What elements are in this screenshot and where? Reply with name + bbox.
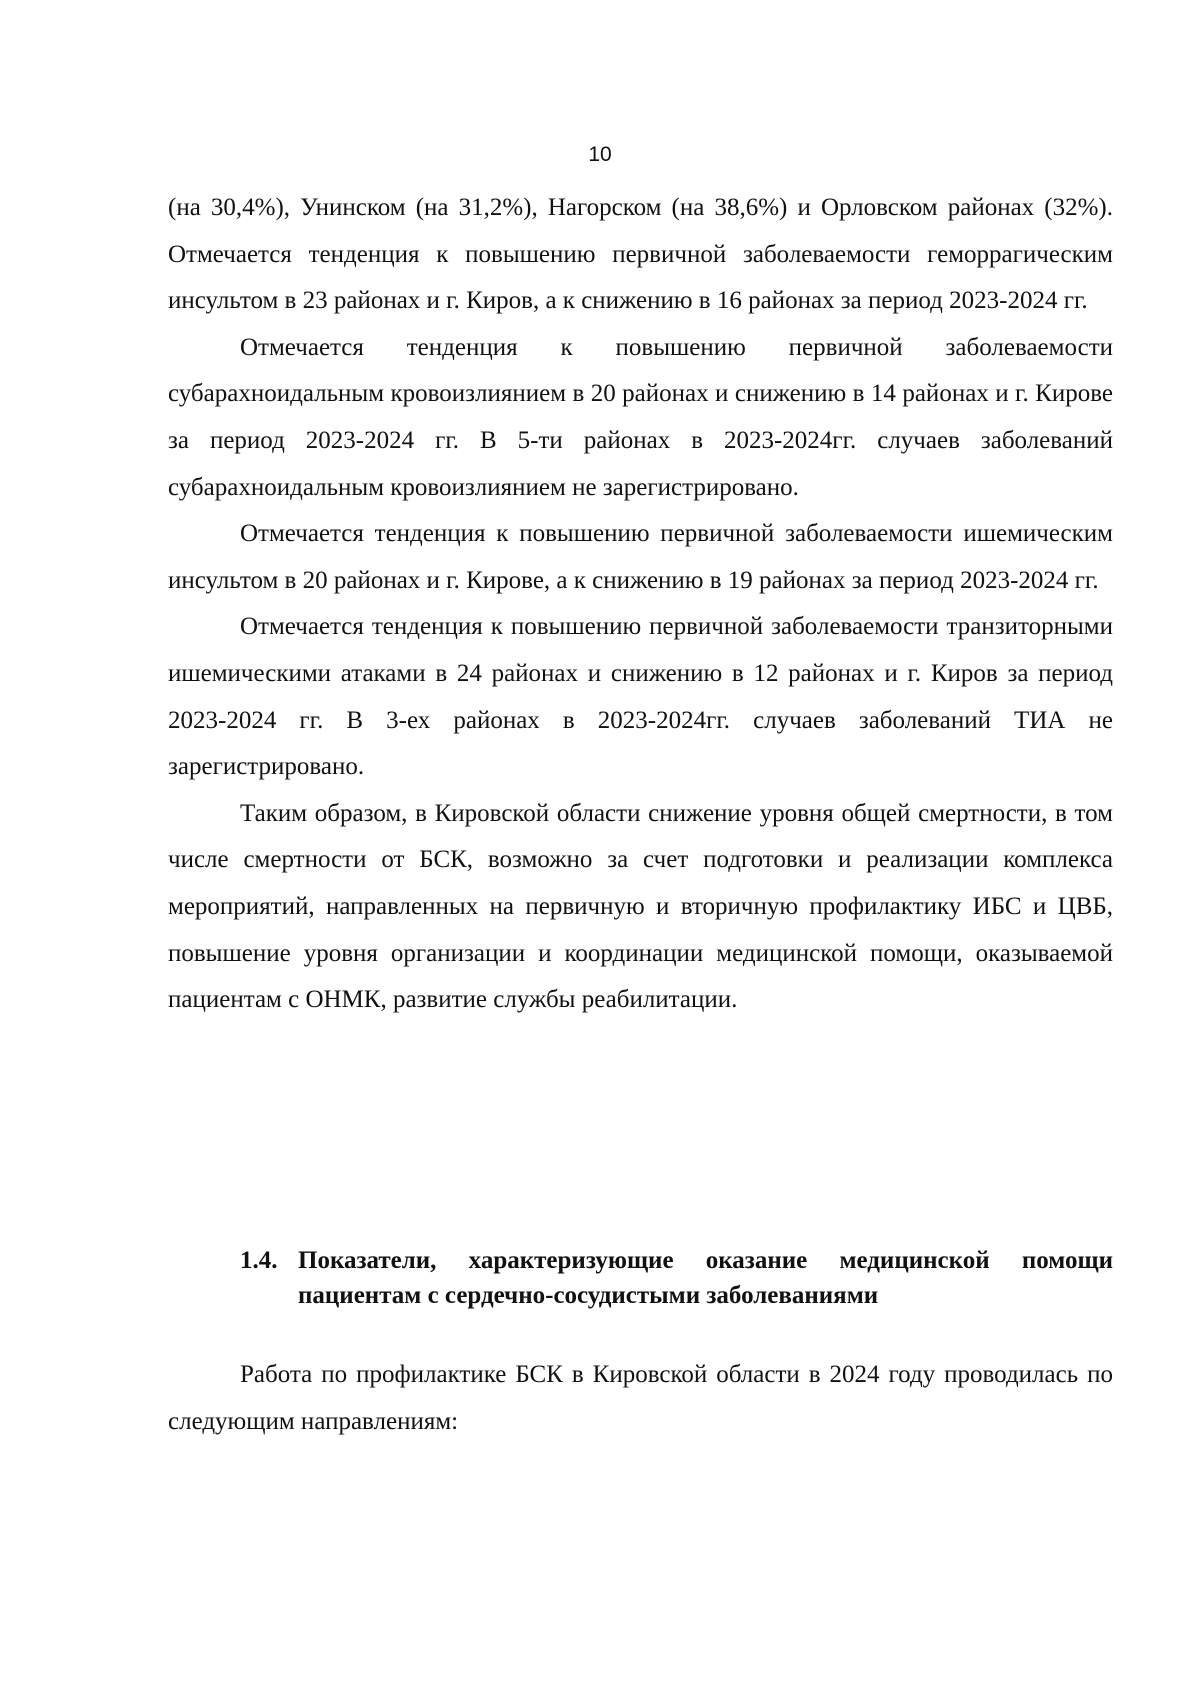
paragraph: Работа по профилактике БСК в Кировской области в 2024 году проводилась по следующим направлениям: (168, 1361, 1113, 1435)
section-number: 1.4. (240, 1247, 278, 1274)
body-text (168, 185, 1113, 1024)
section-title: Показатели, характеризующие оказание медицинской помощи пациентам с сердечно-сосудистыми заболеваниями (298, 1247, 1113, 1309)
section-heading (240, 1243, 1113, 1313)
section-body-text (168, 1352, 1113, 1445)
paragraph: Отмечается тенденция к повышению первичной заболеваемости транзиторными ишемическими атаками в 24 районах и снижению в 12 районах и г. Киров за период 2023-2024 гг. В 3-ех районах в 2023-2024гг. случаев заболеваний ТИА не зарегистрировано. (168, 613, 1113, 781)
page-number: 10 (588, 143, 612, 166)
paragraph: (на 30,4%), Унинском (на 31,2%), Нагорском (на 38,6%) и Орловском районах (32%). Отмечается тенденция к повышению первичной заболеваемости геморрагическим инсультом в 23 районах и г. Киров, а к снижению в 16 районах за период 2023-2024 гг. (168, 194, 1113, 315)
paragraph: Таким образом, в Кировской области снижение уровня общей смертности, в том числе смертности от БСК, возможно за счет подготовки и реализации комплекса мероприятий, направленных на первичную и вторичную профилактику ИБС и ЦВБ, повышение уровня организации и координации медицинской помощи, оказываемой пациентам с ОНМК, развитие службы реабилитации. (168, 799, 1113, 1014)
paragraph: Отмечается тенденция к повышению первичной заболеваемости субарахноидальным кровоизлиянием в 20 районах и снижению в 14 районах и г. Кирове за период 2023-2024 гг. В 5-ти районах в 2023-2024гг. случаев заболеваний субарахноидальным кровоизлиянием не зарегистрировано. (168, 333, 1113, 501)
paragraph: Отмечается тенденция к повышению первичной заболеваемости ишемическим инсультом в 20 районах и г. Кирове, а к снижению в 19 районах за период 2023-2024 гг. (168, 520, 1113, 594)
